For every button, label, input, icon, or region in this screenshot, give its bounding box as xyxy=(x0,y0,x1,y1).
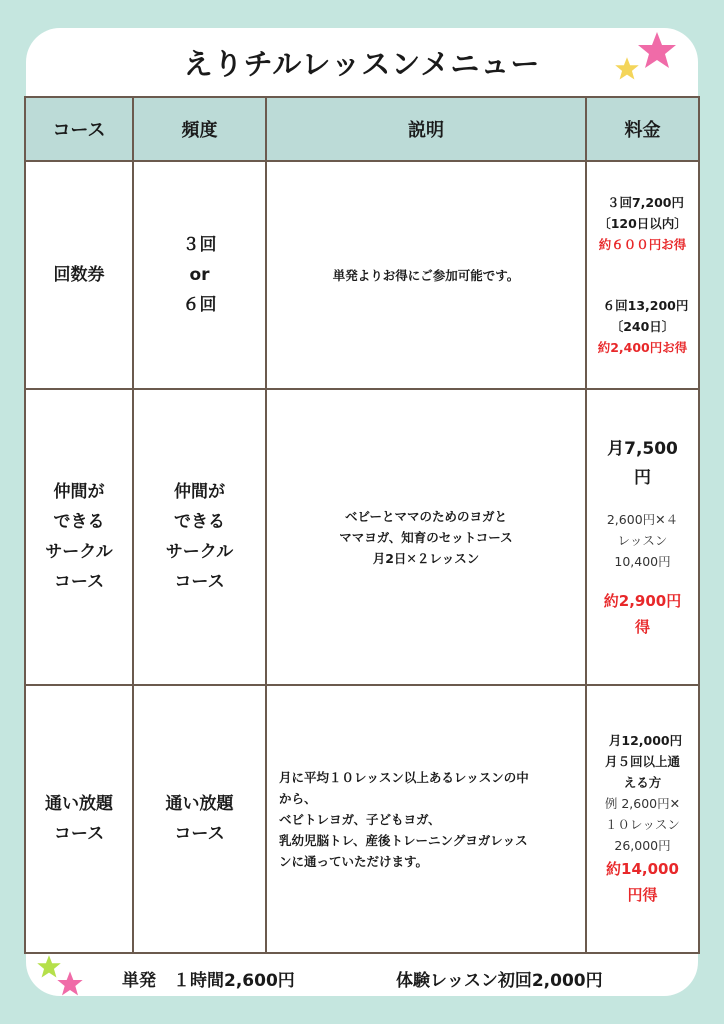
description-line: ンに通っていただけます。 xyxy=(279,853,429,869)
description-line: 単発よりお得にご参加可能です。 xyxy=(332,267,520,283)
price-line: 〔120日以内〕 xyxy=(598,216,687,231)
frequency-cell xyxy=(133,389,266,685)
price-calc-line: 2,600円✕４ xyxy=(606,511,679,527)
lesson-menu-table xyxy=(24,96,700,954)
discount-text: 得 xyxy=(634,617,650,636)
frequency-line: or xyxy=(189,265,210,285)
description-line: 乳幼児脳トレ、産後トレーニングヨガレッス xyxy=(279,832,528,848)
monthly-price: 円 xyxy=(634,467,651,488)
discount-text: 約14,000 xyxy=(606,860,679,878)
pink-star-icon xyxy=(636,30,678,72)
discount-text: 円得 xyxy=(627,886,658,904)
trial-lesson-price: 体験レッスン初回2,000円 xyxy=(396,971,603,991)
header-course: コース xyxy=(25,97,133,161)
description-line: 月に平均１０レッスン以上あるレッスンの中 xyxy=(279,769,529,785)
price-cell xyxy=(586,685,699,953)
course-name: コース xyxy=(53,824,105,844)
course-cell xyxy=(25,685,133,953)
frequency-cell xyxy=(133,685,266,953)
course-name: 通い放題 xyxy=(45,794,113,814)
description-line: 月2日✕２レッスン xyxy=(372,550,480,566)
course-name: サークル xyxy=(45,542,113,562)
price-line: ６回13,200円 xyxy=(602,298,689,313)
discount-text: 約2,900円 xyxy=(603,591,682,610)
table-row xyxy=(25,685,699,953)
price-calc-line: 26,000円 xyxy=(614,838,671,853)
frequency-line: コース xyxy=(174,572,225,592)
frequency-line: コース xyxy=(174,824,225,844)
course-name: 回数券 xyxy=(53,265,105,285)
yellow-star-icon xyxy=(614,56,640,82)
small-pink-star-icon xyxy=(56,970,84,998)
description-line: ママヨガ、知育のセットコース xyxy=(339,529,513,545)
course-name: 仲間が xyxy=(53,482,105,502)
table-row xyxy=(25,161,699,389)
frequency-cell xyxy=(133,161,266,389)
monthly-price: 月7,500 xyxy=(607,438,678,459)
page-title: えりチルレッスンメニュー xyxy=(183,47,541,81)
price-cell xyxy=(586,161,699,389)
table-row xyxy=(25,389,699,685)
description-cell xyxy=(266,161,586,389)
course-name: コース xyxy=(53,572,105,592)
single-lesson-price: 単発 １時間2,600円 xyxy=(122,971,295,991)
price-line: ３回7,200円 xyxy=(606,195,685,210)
price-calc-line: １０レッスン xyxy=(605,817,680,832)
course-name: できる xyxy=(53,512,105,532)
price-calc-line: 10,400円 xyxy=(614,553,671,569)
header-price: 料金 xyxy=(586,97,699,161)
price-calc-line: 例 2,600円✕ xyxy=(604,796,681,811)
description-line: ベビーとママのためのヨガと xyxy=(344,508,507,524)
description-line: ベビトレヨガ、子どもヨガ、 xyxy=(279,811,441,827)
price-line: 月12,000円 xyxy=(608,733,683,748)
header-description: 説明 xyxy=(266,97,586,161)
description-cell xyxy=(266,389,586,685)
frequency-line: 仲間が xyxy=(174,482,225,502)
frequency-line: できる xyxy=(174,512,225,532)
header-frequency: 頻度 xyxy=(133,97,266,161)
price-cell xyxy=(586,389,699,685)
frequency-line: ６回 xyxy=(182,295,217,315)
price-line: える方 xyxy=(623,775,662,790)
frequency-line: ３回 xyxy=(182,235,217,255)
frequency-line: 通い放題 xyxy=(165,794,234,814)
price-line: 〔240日〕 xyxy=(610,319,675,334)
discount-text: 約６００円お得 xyxy=(598,237,687,252)
discount-text: 約2,400円お得 xyxy=(597,340,688,355)
description-line: から、 xyxy=(279,790,317,806)
price-calc-line: レッスン xyxy=(617,532,668,548)
frequency-line: サークル xyxy=(165,542,234,562)
table-header-row xyxy=(25,97,699,161)
course-cell xyxy=(25,161,133,389)
course-cell xyxy=(25,389,133,685)
price-line: 月５回以上通 xyxy=(604,754,680,769)
description-cell xyxy=(266,685,586,953)
